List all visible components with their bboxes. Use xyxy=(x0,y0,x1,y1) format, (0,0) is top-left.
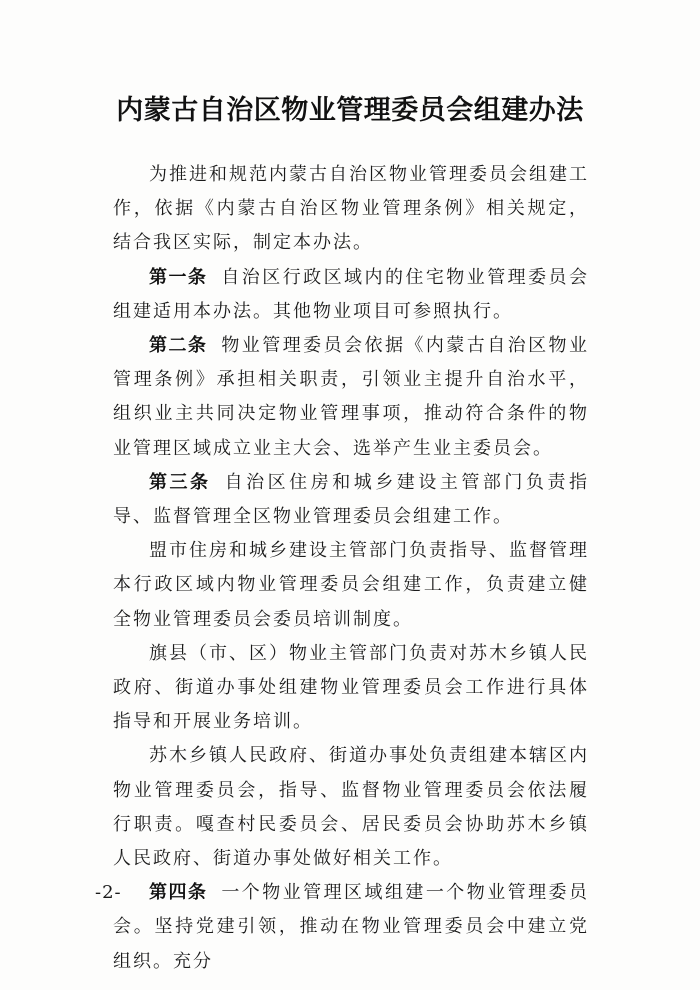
paragraph-text: 自治区行政区域内的住宅物业管理委员会组建适用本办法。其他物业项目可参照执行。 xyxy=(113,266,590,322)
article-2 xyxy=(113,329,589,466)
article-label: 第四条 xyxy=(149,882,208,904)
article-4 xyxy=(113,876,589,979)
paragraph-text: 盟市住房和城乡建设主管部门负责指导、监督管理本行政区域内物业管理委员会组建工作，负责建立健全物业管理委员会委员培训制度。 xyxy=(113,540,589,630)
paragraph-text: 为推进和规范内蒙古自治区物业管理委员会组建工作，依据《内蒙古自治区物业管理条例》相关规定，结合我区实际，制定本办法。 xyxy=(113,164,589,254)
article-3-clause-county xyxy=(113,637,589,740)
paragraph-text: 一个物业管理区域组建一个物业管理委员会。坚持党建引领，推动在物业管理委员会中建立党组织。充分 xyxy=(113,882,590,972)
article-label: 第二条 xyxy=(149,335,208,357)
paragraph-intro xyxy=(113,158,589,261)
article-1 xyxy=(113,261,589,329)
article-3-clause-league-city xyxy=(113,534,589,637)
paragraph-text: 物业管理委员会依据《内蒙古自治区物业管理条例》承担相关职责，引领业主提升自治水平，组织业主共同决定物业管理事项，推动符合条件的物业管理区域成立业主大会、选举产生业主委员会。 xyxy=(113,335,590,459)
paragraph-text: 旗县（市、区）物业主管部门负责对苏木乡镇人民政府、街道办事处组建物业管理委员会工作进行具体指导和开展业务培训。 xyxy=(113,642,589,733)
page-number: -2- xyxy=(95,882,122,903)
document-title: 内蒙古自治区物业管理委员会组建办法 xyxy=(116,95,584,126)
article-3-clause-township xyxy=(113,739,589,876)
article-label: 第三条 xyxy=(149,471,211,493)
document-body xyxy=(113,158,589,979)
paragraph-text: 自治区住房和城乡建设主管部门负责指导、监督管理全区物业管理委员会组建工作。 xyxy=(113,471,590,528)
paragraph-text: 苏木乡镇人民政府、街道办事处负责组建本辖区内物业管理委员会，指导、监督物业管理委员会依法履行职责。嘎查村民委员会、居民委员会协助苏木乡镇人民政府、街道办事处做好相关工作。 xyxy=(113,745,589,870)
article-label: 第一条 xyxy=(149,266,208,288)
article-3 xyxy=(113,466,589,534)
